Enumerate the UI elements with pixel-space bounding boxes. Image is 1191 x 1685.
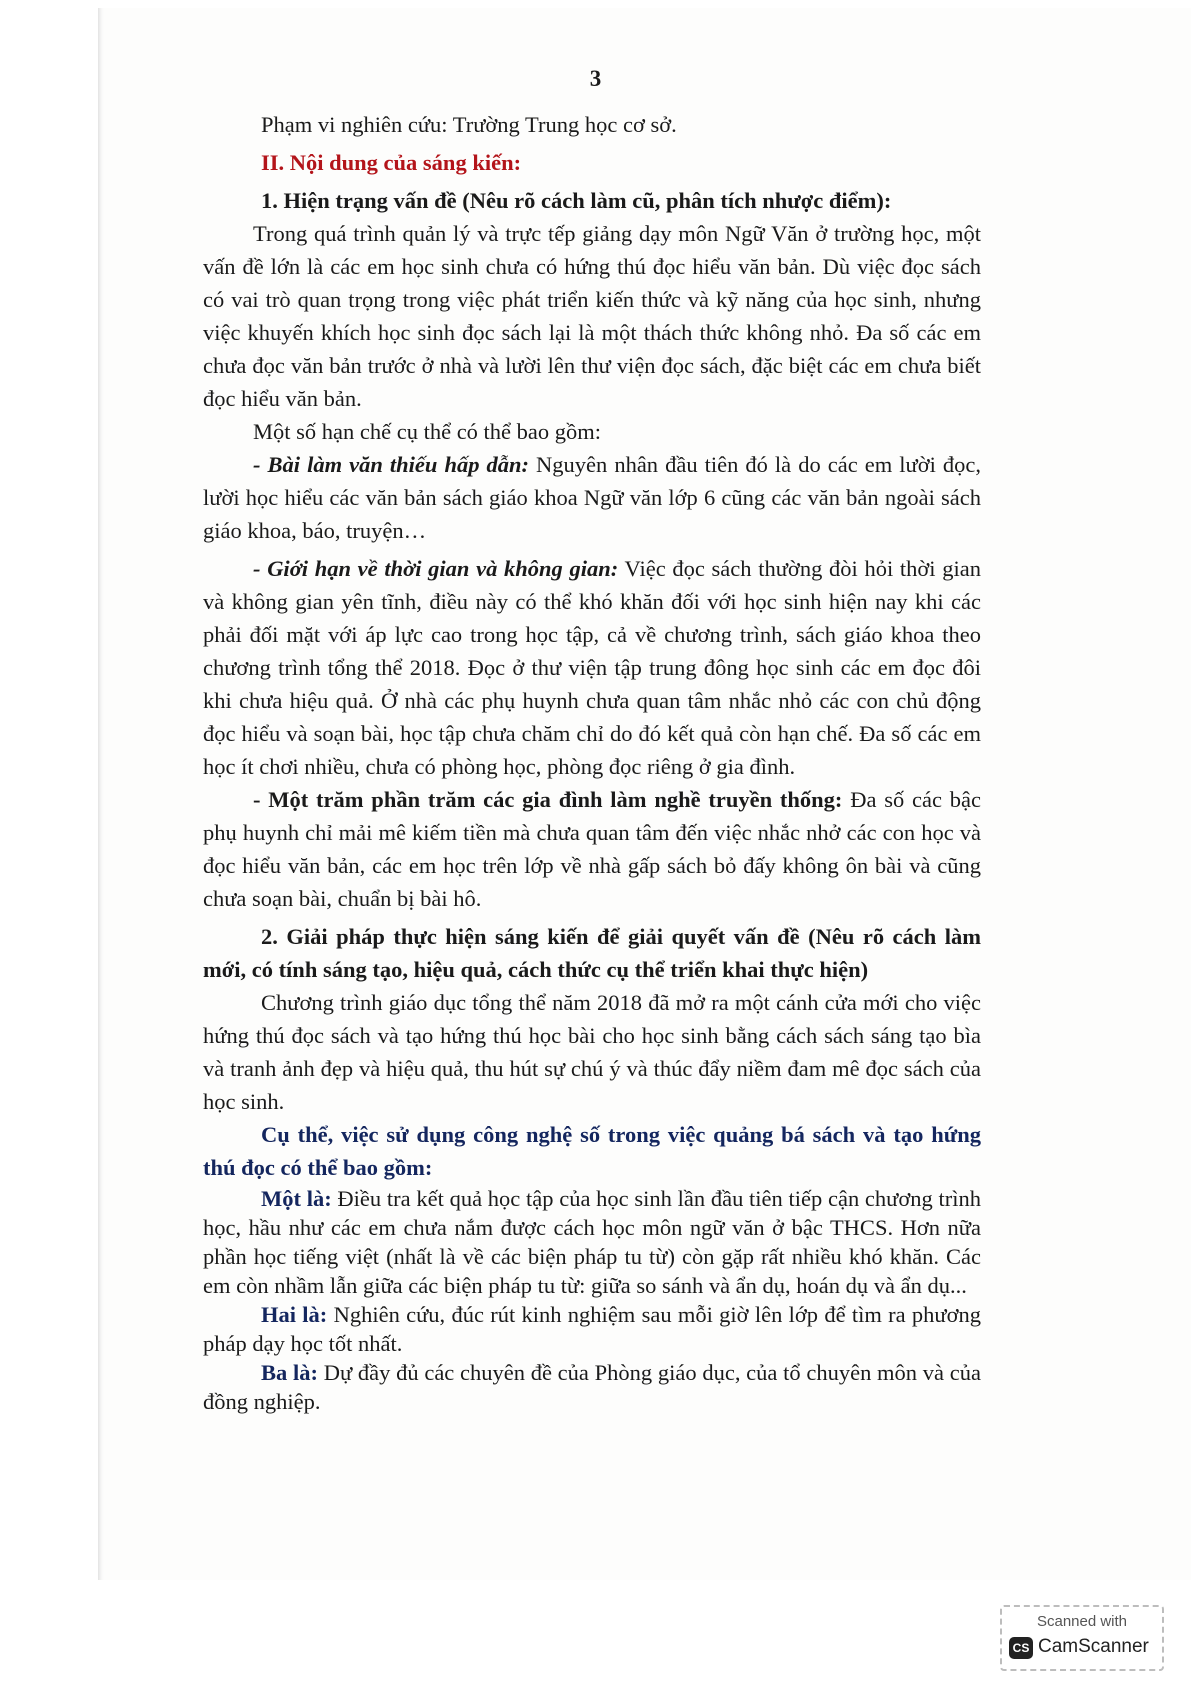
camscanner-logo-icon: CS (1009, 1637, 1033, 1659)
list-item-text: Việc đọc sách thường đòi hỏi thời gian và không gian yên tĩnh, điều này có thể khó khăn đối với học sinh hiện nay khi các phải đối mặt với áp lực cao trong học tập, cả về chương trình, sách giáo khoa theo chương trình tổng thể 2018. Đọc ở thư viện tập trung đông học sinh các em đọc đôi khi chưa hiệu quả. Ở nhà các phụ huynh chưa quan tâm nhắc nhỏ các con chủ động đọc hiểu và soạn bài, học tập chưa chăm chỉ do đó kết quả còn hạn chế. Đa số các em học ít chơi nhiều, chưa có phòng học, phòng đọc riêng ở gia đình. (203, 556, 981, 779)
list-item-text: Nguyên nhân đầu tiên đó là do các em lười đọc, lười học hiểu các văn bản sách giáo khoa Ngữ văn lớp 6 cũng các văn bản ngoài sách giáo khoa, báo, truyện… (203, 452, 981, 543)
list-item-label: - Bài làm văn thiếu hấp dẫn: (253, 452, 530, 477)
paragraph: Trong quá trình quản lý và trực tếp giảng dạy môn Ngữ Văn ở trường học, một vấn đề lớn là các em học sinh chưa có hứng thú đọc hiểu văn bản. Dù việc đọc sách có vai trò quan trọng trong việc phát triển kiến thức và kỹ năng của học sinh, nhưng việc khuyến khích học sinh đọc sách lại là một thách thức không nhỏ. Đa số các em chưa đọc văn bản trước ở nhà và lười lên thư viện đọc sách, đặc biệt các em chưa biết đọc hiểu văn bản. (203, 221, 981, 411)
list-item (203, 1184, 981, 1300)
list-item-label: Hai là: (261, 1302, 328, 1327)
paragraph: Chương trình giáo dục tổng thể năm 2018 đã mở ra một cánh cửa mới cho việc hứng thú đọc sách và tạo hứng thú học bài cho học sinh bằng cách sách sáng tạo bìa và tranh ảnh đẹp và hiệu quả, thu hút sự chú ý và thúc đẩy niềm đam mê đọc sách của học sinh. (203, 990, 981, 1114)
subsection-heading: Cụ thể, việc sử dụng công nghệ số trong việc quảng bá sách và tạo hứng thú đọc có thể bao gồm: (203, 1122, 981, 1180)
watermark-brand: CamScanner (1038, 1636, 1149, 1657)
scope-line: Phạm vi nghiên cứu: Trường Trung học cơ sở. (261, 112, 677, 137)
watermark-caption: Scanned with (1036, 1613, 1128, 1630)
list-item (203, 448, 981, 547)
camscanner-watermark (1000, 1605, 1164, 1671)
list-item (203, 552, 981, 783)
list-item-label: Một là: (261, 1186, 332, 1211)
list-intro: Một số hạn chế cụ thể có thể bao gồm: (253, 419, 602, 444)
list-item-text: Đa số các bậc phụ huynh chỉ mải mê kiếm tiền mà chưa quan tâm đến việc nhắc nhở các con học và đọc hiểu văn bản, các em học trên lớp về nhà gấp sách bỏ đấy không ôn bài và cũng chưa soạn bài, chuẩn bị bài hô. (203, 787, 982, 911)
list-item-text: Nghiên cứu, đúc rút kinh nghiệm sau mỗi giờ lên lớp để tìm ra phương pháp dạy học tốt nhất. (203, 1302, 982, 1356)
subsection-heading: 1. Hiện trạng vấn đề (Nêu rõ cách làm cũ, phân tích nhược điểm): (261, 188, 892, 213)
list-item-text: Điều tra kết quả học tập của học sinh lần đầu tiên tiếp cận chương trình học, hầu như các em chưa nắm được cách học môn ngữ văn ở bậc THCS. Hơn nữa phần học tiếng việt (nhất là về các biện pháp tu từ) còn gặp rất nhiều khó khăn. Các em còn nhầm lẫn giữa các biện pháp tu từ: giữa so sánh và ẩn dụ, hoán dụ và ẩn dụ... (203, 1186, 981, 1298)
subsection-heading: 2. Giải pháp thực hiện sáng kiến để giải quyết vấn đề (Nêu rõ cách làm mới, có tính sáng tạo, hiệu quả, cách thức cụ thể triển khai thực hiện) (203, 924, 981, 982)
list-item (203, 1358, 981, 1416)
list-item (203, 783, 981, 915)
list-item-label: - Một trăm phần trăm các gia đình làm nghề truyền thống: (253, 787, 843, 812)
section-heading: II. Nội dung của sáng kiến: (261, 150, 522, 175)
document-body (203, 108, 981, 1416)
list-item-label: - Giới hạn về thời gian và không gian: (253, 556, 619, 581)
list-item-text: Dự đầy đủ các chuyên đề của Phòng giáo dục, của tổ chuyên môn và của đồng nghiệp. (203, 1360, 981, 1414)
page-number: 3 (589, 66, 602, 91)
list-item-label: Ba là: (261, 1360, 318, 1385)
list-item (203, 1300, 981, 1358)
